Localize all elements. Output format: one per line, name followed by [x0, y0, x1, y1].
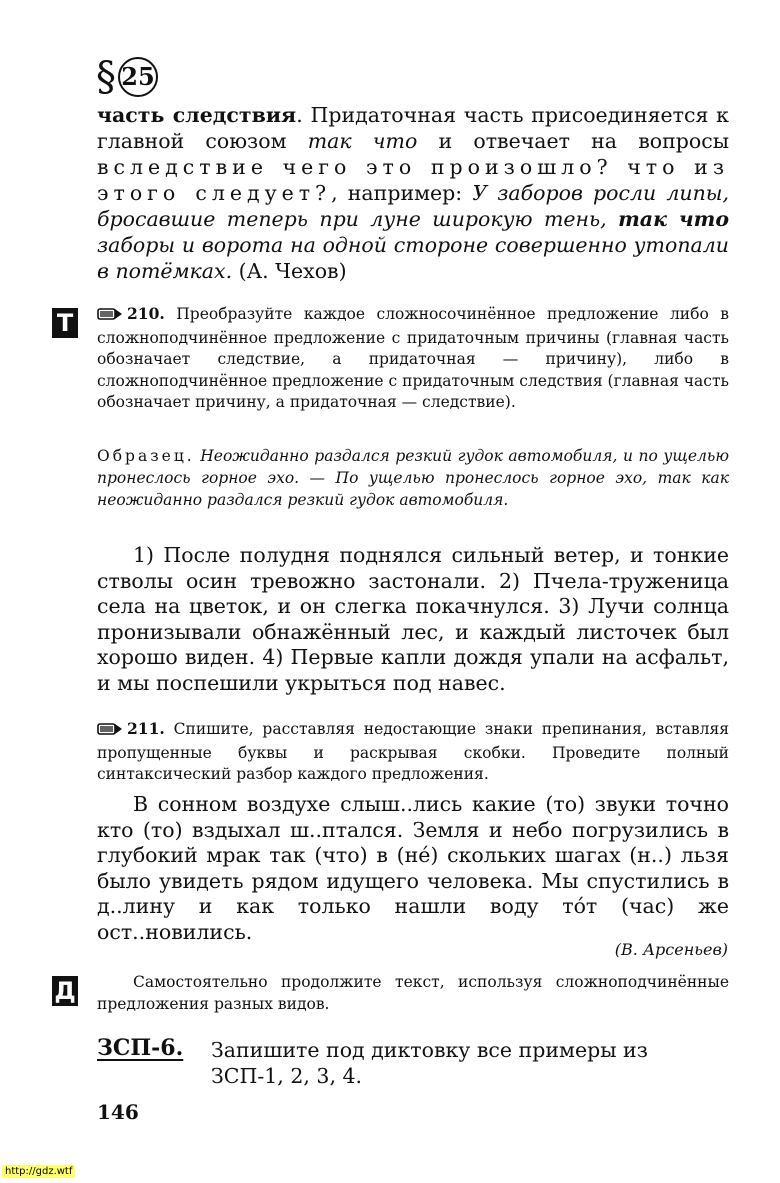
sample-text: Неожиданно раздался резкий гудок автомобиля, и по ущелью пронеслось горное эхо. — По ущелью пронеслось горное эхо, так как неожиданно раздался резкий гудок автомобиля. [97, 447, 729, 509]
section-sign: § [96, 54, 116, 100]
rule-text-1: . Придаточная часть присоединяется к главной союзом [97, 103, 729, 153]
exercise-210-number: 210. [127, 304, 165, 323]
example-part-1: У заборов росли липы, бросавшие теперь при луне широкую тень, [97, 181, 729, 231]
exercise-211-author: (В. Арсеньев) [614, 940, 728, 959]
example-part-2: заборы и ворота на одной стороне совершенно утопали в потёмках. [97, 233, 729, 283]
example-conjunction: так что [618, 207, 729, 231]
pencil-icon [97, 721, 123, 743]
exercise-211-text: Спишите, расставляя недостающие знаки препинания, вставляя пропущенные буквы и раскрывая скобки. Проведите полный синтаксический разбор каждого предложения. [97, 720, 729, 783]
creative-task: Самостоятельно продолжите текст, используя сложноподчинённые предложения разных видов. [97, 973, 729, 1013]
exercise-210-tasks: 1) После полудня поднялся сильный ветер, и тонкие стволы осин тревожно застонали. 2) Пчела-труженица села на цветок, и он слегка покачнулся. 3) Лучи солнца пронизывали обнажённый лес, и каждый листочек был хорошо виден. 4) Первые капли дождя упали на асфальт, и мы поспешили укрыться под навес. [97, 543, 729, 695]
sample-label: Образец. [97, 447, 195, 465]
rule-paragraph [97, 102, 729, 284]
exercise-210-sample [97, 445, 729, 511]
rule-questions: вследствие чего это произошло? что из этого следует? [97, 155, 729, 205]
exercise-211-tasks: В сонном воздухе слыш..лись какие (то) звуки точно кто (то) вздыхал ш..птался. Земля и небо погрузились в глубокий мрак так (что) в (не́) скольких шагах (н..) льзя было увидеть рядом идущего человека. Мы спустились в д..лину и как только нашли воду то́т (час) же ост..новились. [97, 792, 729, 944]
rule-text-3: , например: [331, 181, 473, 205]
creative-marker-icon: Д [52, 976, 78, 1006]
theory-marker-icon: T [52, 308, 78, 338]
exercise-210-text: Преобразуйте каждое сложносочинённое предложение либо в сложноподчинённое предложение с придаточным причины (главная часть обозначает следствие, а придаточная — причину), либо в сложноподчинённое предложение с придаточным следствия (главная часть обозначает причину, а придаточная — следствие). [97, 305, 729, 411]
section-heading [96, 52, 158, 99]
section-number-circle: 25 [118, 57, 158, 97]
exercise-211-instruction [97, 718, 729, 786]
zsp-label: ЗСП-6. [97, 1035, 184, 1061]
rule-text-2: и отвечает на вопросы [417, 129, 730, 153]
page-number: 146 [97, 1100, 139, 1124]
footer-link[interactable]: http://gdz.wtf [2, 1165, 75, 1178]
pencil-icon [97, 306, 123, 328]
zsp-text: Запишите под диктовку все примеры из ЗСП-1, 2, 3, 4. [211, 1038, 648, 1088]
term-consequence: часть следствия [97, 103, 297, 127]
exercise-210-instruction [97, 303, 729, 414]
conjunction-tak-chto: так что [307, 129, 418, 153]
exercise-211-number: 211. [127, 719, 165, 738]
example-author: (А. Чехов) [232, 259, 347, 283]
